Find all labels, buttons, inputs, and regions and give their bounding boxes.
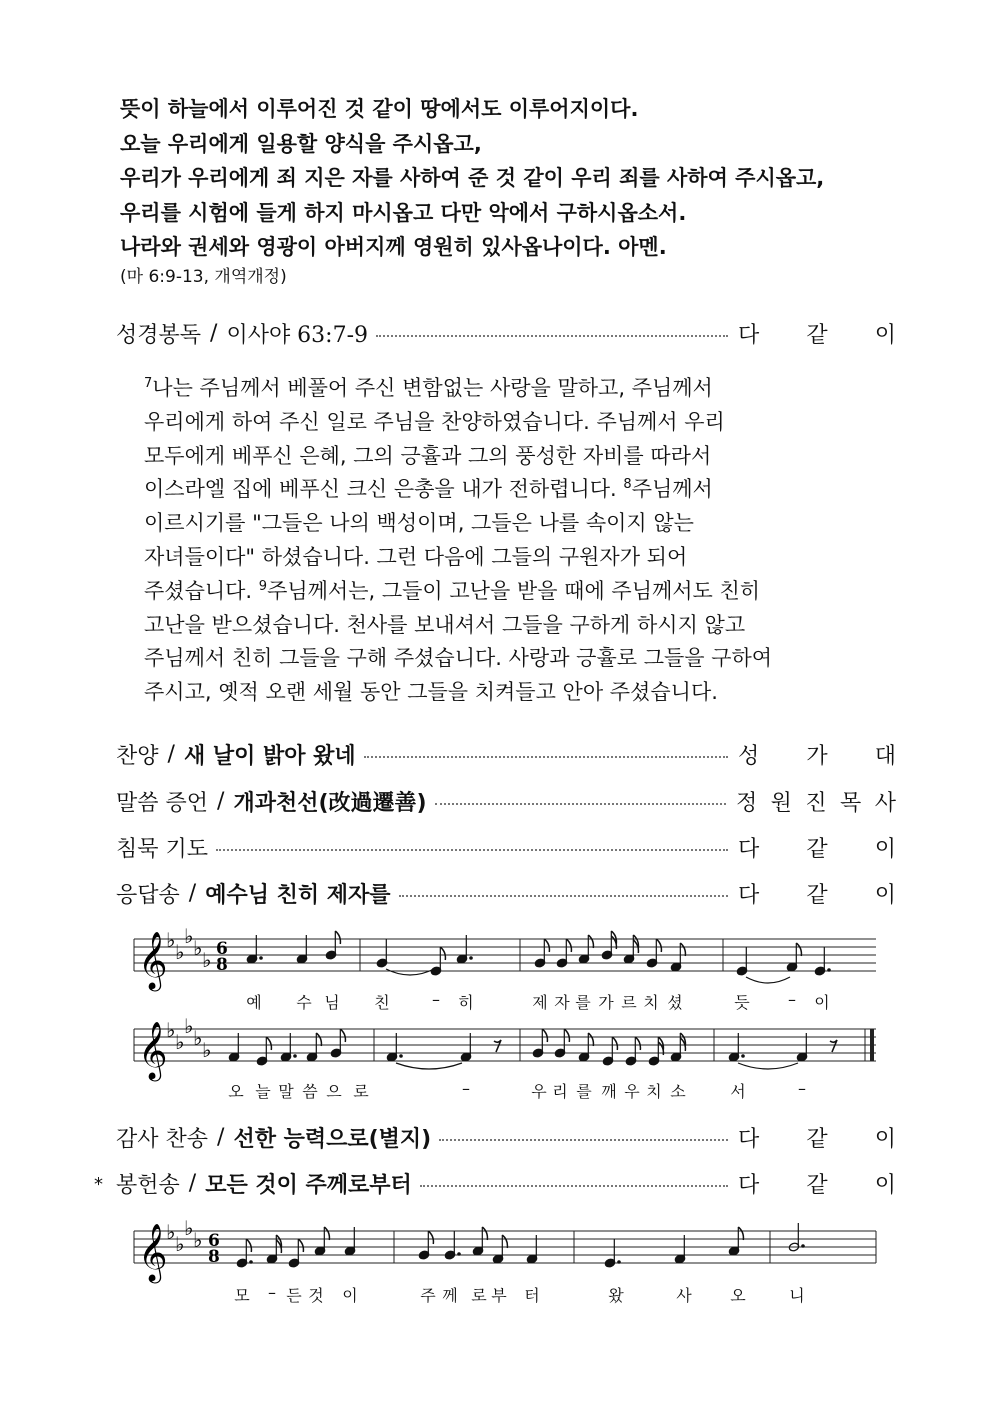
note-flag: [588, 1033, 593, 1046]
eighth-rest: [830, 1040, 837, 1052]
order-row-thanks: [116, 1117, 896, 1157]
flat-sign: ♭: [166, 1220, 176, 1244]
leader-dots: [435, 803, 726, 805]
note-flag: [680, 943, 685, 956]
note-flag: [635, 1037, 640, 1050]
music-staff: [130, 1015, 890, 1085]
order-row-anthem: [116, 734, 896, 774]
silent-leader: 다 같 이: [738, 836, 896, 862]
time-signature-bottom: 8: [216, 955, 228, 975]
response-leader: 다 같 이: [738, 882, 896, 908]
note-flag: [298, 1239, 303, 1252]
note-flag: [564, 1029, 569, 1042]
separator: /: [210, 320, 218, 346]
leader-dots: [216, 849, 728, 851]
treble-clef: 𝄞: [138, 931, 168, 989]
note-flag: [266, 1037, 271, 1050]
note-dot: [399, 1054, 403, 1058]
note-dot: [801, 1244, 805, 1248]
treble-clef: 𝄞: [138, 1021, 168, 1079]
note-flag: [566, 939, 571, 952]
note-flag: [544, 939, 549, 952]
note-dot: [293, 1054, 297, 1058]
leader-dots: [364, 756, 728, 758]
note-dot: [249, 1260, 253, 1264]
leader-dots: [399, 895, 728, 897]
tie: [396, 1063, 462, 1069]
treble-clef: 𝄞: [138, 1223, 168, 1281]
note-flag: [440, 947, 445, 960]
verse-number: 8: [623, 477, 632, 493]
time-signature-bottom: 8: [208, 1247, 220, 1267]
flat-sign: ♭: [184, 925, 194, 948]
note-flag: [316, 1033, 321, 1046]
flat-sign: ♭: [202, 1038, 212, 1062]
lords-prayer: [120, 92, 920, 291]
reading-title: 이사야 63:7-9: [226, 322, 369, 348]
tie: [738, 1063, 798, 1069]
time-signature-top: 6: [208, 1231, 220, 1251]
flat-sign: ♭: [175, 1030, 185, 1054]
tie: [386, 969, 434, 975]
lyrics-line: 모 – 든 것 이 주 께 로 부 터 왔 사 오 니: [234, 1283, 805, 1305]
note-flag: [738, 1227, 743, 1240]
thanks-title: 선한 능력으로(별지): [233, 1126, 432, 1152]
sermon-preacher: 정 원 진 목 사: [736, 790, 896, 816]
order-row-reading: [116, 313, 896, 353]
reading-leader: 다 같 이: [738, 322, 896, 348]
order-row-offering: [116, 1163, 896, 1203]
anthem-leader: 성 가 대: [738, 743, 896, 769]
lyrics-line: 예 수 님 친 – 히 제 자 를 가 르 치 셨 듯 – 이: [246, 990, 830, 1012]
prayer-line: 뜻이 하늘에서 이루어진 것 같이 땅에서도 이루어지이다.: [120, 97, 639, 121]
separator: /: [167, 741, 175, 767]
offering-label: 봉헌송: [116, 1172, 180, 1198]
note-flag: [246, 1239, 251, 1252]
note-dot: [617, 1260, 621, 1264]
note-dot: [469, 956, 473, 960]
separator: /: [217, 788, 225, 814]
flat-sign: ♭: [193, 1026, 203, 1050]
note-flag: [482, 1227, 487, 1240]
order-row-response: [116, 873, 896, 913]
flat-sign: ♭: [202, 948, 212, 972]
flat-sign: ♭: [166, 928, 176, 952]
flat-sign: ♭: [175, 1232, 185, 1256]
scripture-text: $^7$나는 주님께서 베풀어 주신 변함없는 사랑을 말하고, 주님께서 우리에게 하여 주신 일로 주님을 찬양하였습니다. 주님께서 우리 모두에게 베푸신 은혜, 그의 긍휼과 그의 풍성한 자비를 따라서 이스라엘 집에 베푸신 크신 은총을 내가 전하렵니다. $^8$주님께서 이르시기를 "그들은 나의 백성이며, 그들은 나를 속이지 않는 자녀들이다" 하셨습니다. 그런 다음에 그들의 구원자가 되어 주셨습니다. $^9$주님께서는, 그들이 고난을 받을 때에 주님께서도 친히 고난을 받으셨습니다. 천사를 보내셔서 그들을 구하게 하시지 않고 주님께서 친히 그들을 구해 주셨습니다. 사랑과 긍휼로 그들을 구하여 주시고, 옛적 오랜 세월 동안 그들을 치켜들고 안아 주셨습니다.: [144, 376, 773, 705]
separator: /: [217, 1124, 225, 1150]
sermon-label: 말씀 증언: [116, 790, 209, 816]
note-dot: [741, 1054, 745, 1058]
stand-marker: *: [94, 1174, 103, 1195]
prayer-line: 우리가 우리에게 죄 지은 자를 사하여 준 것 같이 우리 죄를 사하여 주시옵고,: [120, 166, 825, 190]
leader-dots: [420, 1185, 728, 1187]
separator: /: [188, 1170, 197, 1196]
anthem-title: 새 날이 밝아 왔네: [183, 743, 356, 769]
music-staff: [130, 925, 890, 995]
time-signature-top: 6: [216, 939, 228, 959]
offering-leader: 다 같 이: [738, 1172, 896, 1198]
verse-number: 7: [144, 376, 153, 391]
flat-sign: ♭: [166, 1018, 176, 1042]
note-flag: [428, 1231, 433, 1244]
note-flag: [324, 1227, 329, 1240]
separator: /: [188, 880, 197, 906]
note-dot: [827, 968, 831, 972]
silent-label: 침묵 기도: [116, 836, 209, 862]
flat-sign: ♭: [184, 1217, 194, 1240]
prayer-line: 나라와 권세와 영광이 아버지께 영원히 있사옵나이다. 아멘.: [120, 235, 667, 259]
eighth-rest: [494, 1040, 501, 1052]
reading-label: 성경봉독: [116, 322, 202, 348]
leader-dots: [376, 335, 728, 337]
thanks-leader: 다 같 이: [738, 1126, 896, 1152]
order-row-silent-prayer: [116, 827, 896, 867]
thanks-label: 감사 찬송: [116, 1126, 209, 1152]
note-flag: [656, 939, 661, 952]
prayer-reference: (마 6:9-13, 개역개정): [120, 266, 287, 287]
note-flag: [542, 1029, 547, 1042]
note-dot: [259, 956, 263, 960]
lyrics-line: 오 늘 말 씀 으 로 – 우 리 를 깨 우 치 소 서 –: [228, 1079, 806, 1101]
verse-number: 9: [258, 578, 268, 594]
order-row-sermon: [116, 781, 896, 821]
flat-sign: ♭: [184, 1015, 194, 1038]
note-flag: [796, 943, 801, 956]
note-flag: [335, 931, 340, 944]
flat-sign: ♭: [193, 1228, 203, 1252]
flat-sign: ♭: [175, 940, 185, 964]
flat-sign: ♭: [193, 936, 203, 960]
response-title: 예수님 친히 제자를: [205, 882, 391, 908]
note-flag: [588, 935, 593, 948]
tie: [746, 977, 790, 983]
note-dot: [457, 1252, 461, 1256]
note-flag: [340, 1029, 345, 1042]
response-label: 응답송: [116, 882, 180, 908]
music-staff: [130, 1217, 890, 1287]
sermon-title: 개과천선(改過遷善): [233, 790, 427, 816]
prayer-line: 오늘 우리에게 일용할 양식을 주시옵고,: [120, 131, 482, 156]
note-flag: [612, 1037, 617, 1050]
anthem-label: 찬양: [116, 743, 159, 769]
offering-title: 모든 것이 주께로부터: [205, 1172, 412, 1198]
note-flag: [502, 1235, 507, 1248]
leader-dots: [439, 1139, 728, 1141]
prayer-line: 우리를 시험에 들게 하지 마시옵고 다만 악에서 구하시옵소서.: [120, 200, 687, 225]
